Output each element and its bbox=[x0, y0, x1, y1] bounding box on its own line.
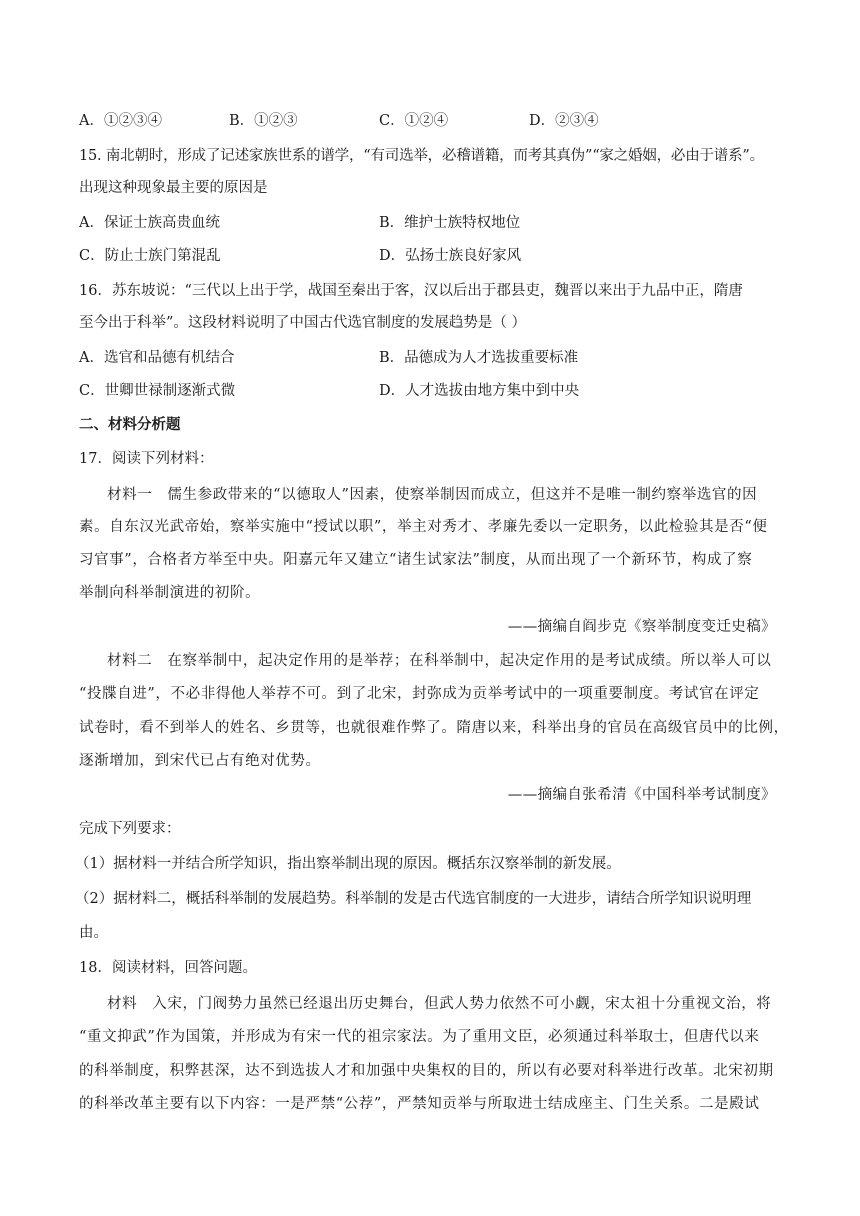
q15-option-d: D．弘扬士族良好家风 bbox=[379, 248, 522, 264]
q15-option-a: A．保证士族高贵血统 bbox=[79, 215, 220, 231]
q17-material1-line4: 举制向科举制演进的初阶。 bbox=[79, 585, 261, 601]
q14-option-c: C．①②④ bbox=[379, 113, 449, 129]
q17-material2-line4: 逐渐增加，到宋代已占有绝对优势。 bbox=[79, 753, 321, 769]
q17-material2-line1: 材料二 在察举制中，起决定作用的是举荐；在科举制中，起决定作用的是考试成绩。所以举人可以 bbox=[107, 653, 772, 669]
q15-stem-line2: 出现这种现象最主要的原因是 bbox=[79, 180, 268, 196]
q17-material1-line1: 材料一 儒生参政带来的“以德取人”因素，使察举制因而成立，但这并不是唯一制约察举选官的因 bbox=[107, 487, 758, 503]
q17-task: 完成下列要求： bbox=[79, 821, 181, 837]
q18-material-line1: 材料 入宋，门阀势力虽然已经退出历史舞台，但武人势力依然不可小觑，宋太祖十分重视文治，将 bbox=[107, 996, 772, 1012]
q17-material1-line2: 素。自东汉光武帝始，察举实施中“授试以职”，举主对秀才、孝廉先委以一定职务，以此检验其是否“便 bbox=[79, 519, 768, 535]
q17-material1-source: ——摘编自阎步克《察举制度变迁史稿》 bbox=[507, 619, 776, 635]
q17-intro: 17．阅读下列材料： bbox=[79, 451, 214, 467]
q17-sub2-line1: （2）据材料二，概括科举制的发展趋势。科举制的发是古代选官制度的一大进步，请结合所学知识说明理 bbox=[75, 891, 752, 907]
q16-option-d: D．人才选拔由地方集中到中央 bbox=[379, 383, 580, 399]
q15-stem-line1: 15. 南北朝时，形成了记述家族世系的谱学，“有司选举，必稽谱籍，而考其真伪”“家之婚姻，必由于谱系”。 bbox=[79, 148, 764, 164]
q15-option-b: B．维护士族特权地位 bbox=[379, 215, 521, 231]
q16-option-c: C．世卿世禄制逐渐式微 bbox=[79, 383, 236, 399]
q18-intro: 18．阅读材料，回答问题。 bbox=[79, 960, 257, 976]
q18-material-line3: 的科举制度，积弊甚深，达不到选拔人才和加强中央集权的目的，所以有必要对科举进行改革。北宋初期 bbox=[79, 1063, 774, 1079]
q16-option-b: B．品德成为人才选拔重要标准 bbox=[379, 350, 579, 366]
q17-sub1: （1）据材料一并结合所学知识，指出察举制出现的原因。概括东汉察举制的新发展。 bbox=[75, 856, 621, 872]
q15-option-c: C．防止士族门第混乱 bbox=[79, 248, 221, 264]
q14-option-d: D．②③④ bbox=[529, 113, 599, 129]
q17-sub2-line2: 由。 bbox=[79, 925, 108, 941]
q17-material2-line2: “投牒自进”，不必非得他人举荐不可。到了北宋，封弥成为贡举考试中的一项重要制度。考试官在评定 bbox=[79, 686, 760, 702]
q14-option-b: B．①②③ bbox=[229, 113, 298, 129]
section-heading: 二、材料分析题 bbox=[79, 416, 181, 433]
q16-stem-line2: 至今出于科举”。这段材料说明了中国古代选官制度的发展趋势是（ ） bbox=[79, 315, 527, 331]
q16-stem-line1: 16．苏东坡说：“三代以上出于学，战国至秦出于客，汉以后出于郡县吏，魏晋以来出于九品中正，隋唐 bbox=[79, 283, 743, 299]
q17-material2-source: ——摘编自张希清《中国科举考试制度》 bbox=[507, 787, 776, 803]
q18-material-line4: 的科举改革主要有以下内容：一是严禁“公荐”，严禁知贡举与所取进士结成座主、门生关系。二是殿试 bbox=[79, 1096, 760, 1112]
q18-material-line2: “重文抑武”作为国策，并形成为有宋一代的祖宗家法。为了重用文臣，必须通过科举取士，但唐代以来 bbox=[79, 1029, 760, 1045]
q17-material2-line3: 试卷时，看不到举人的姓名、乡贯等，也就很难作弊了。隋唐以来，科举出身的官员在高级官员中的比例， bbox=[79, 720, 789, 736]
q14-option-a: A．①②③④ bbox=[79, 113, 162, 129]
q17-material1-line3: 习官事”，合格者方举至中央。阳嘉元年又建立“诸生试家法”制度，从而出现了一个新环节，构成了察 bbox=[79, 552, 753, 568]
q16-option-a: A．选官和品德有机结合 bbox=[79, 350, 235, 366]
